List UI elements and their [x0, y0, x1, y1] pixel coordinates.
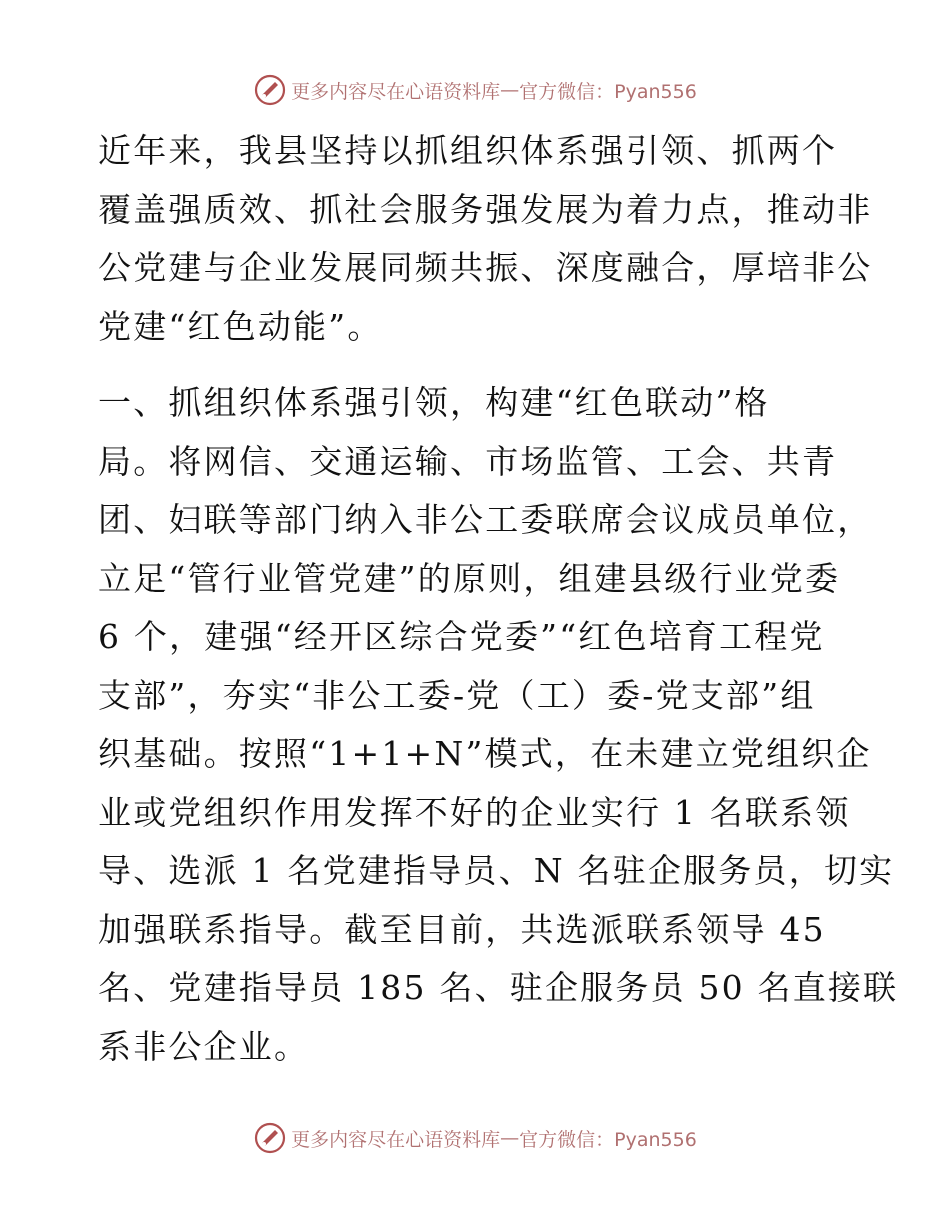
- text-line: 局。将网信、交通运输、市场监管、工会、共青: [98, 441, 838, 481]
- paragraph-section-one: [98, 374, 899, 1076]
- watermark-separator: —: [500, 1127, 520, 1149]
- text-line: 立足“管行业管党建”的原则，组建县级行业党委: [98, 558, 841, 598]
- text-line: 公党建与企业发展同频共振、深度融合，厚培非公: [98, 248, 873, 287]
- text-line: 织基础。按照“1+1+N”模式，在未建立党组织企: [98, 734, 872, 773]
- watermark-separator: —: [500, 79, 520, 101]
- watermark-brand: 更多内容尽在心语资料库: [291, 80, 501, 103]
- text-line: 业或党组织作用发挥不好的企业实行 1 名联系领: [98, 792, 851, 832]
- watermark-logo-icon: [253, 73, 287, 107]
- watermark-contact: 官方微信：Pyan556: [519, 80, 697, 103]
- text-line: 团、妇联等部门纳入非公工委联席会议成员单位，: [98, 500, 873, 539]
- text-line: 系非公企业。: [98, 1026, 310, 1066]
- text-line: 近年来，我县坚持以抓组织体系强引领、抓两个: [98, 131, 838, 170]
- text-line: 导、选派 1 名党建指导员、N 名驻企服务员，切实: [98, 851, 895, 890]
- header-watermark: [0, 70, 950, 110]
- footer-watermark: [0, 1118, 950, 1158]
- text-line: 名、党建指导员 185 名、驻企服务员 50 名直接联: [98, 968, 899, 1007]
- text-line: 一、抓组织体系强引领，构建“红色联动”格: [98, 383, 770, 422]
- text-line: 支部”，夯实“非公工委-党（工）委-党支部”组: [98, 675, 816, 715]
- paragraph-intro: [98, 122, 873, 356]
- text-line: 党建“红色动能”。: [98, 306, 383, 346]
- document-body: [98, 122, 899, 1094]
- watermark-contact: 官方微信：Pyan556: [519, 1128, 697, 1151]
- watermark-logo-icon: [253, 1121, 287, 1155]
- watermark-brand: 更多内容尽在心语资料库: [291, 1128, 501, 1151]
- text-line: 覆盖强质效、抓社会服务强发展为着力点，推动非: [98, 189, 873, 229]
- text-line: 加强联系指导。截至目前，共选派联系领导 45: [98, 909, 826, 949]
- text-line: 6 个，建强“经开区综合党委”“红色培育工程党: [98, 617, 825, 656]
